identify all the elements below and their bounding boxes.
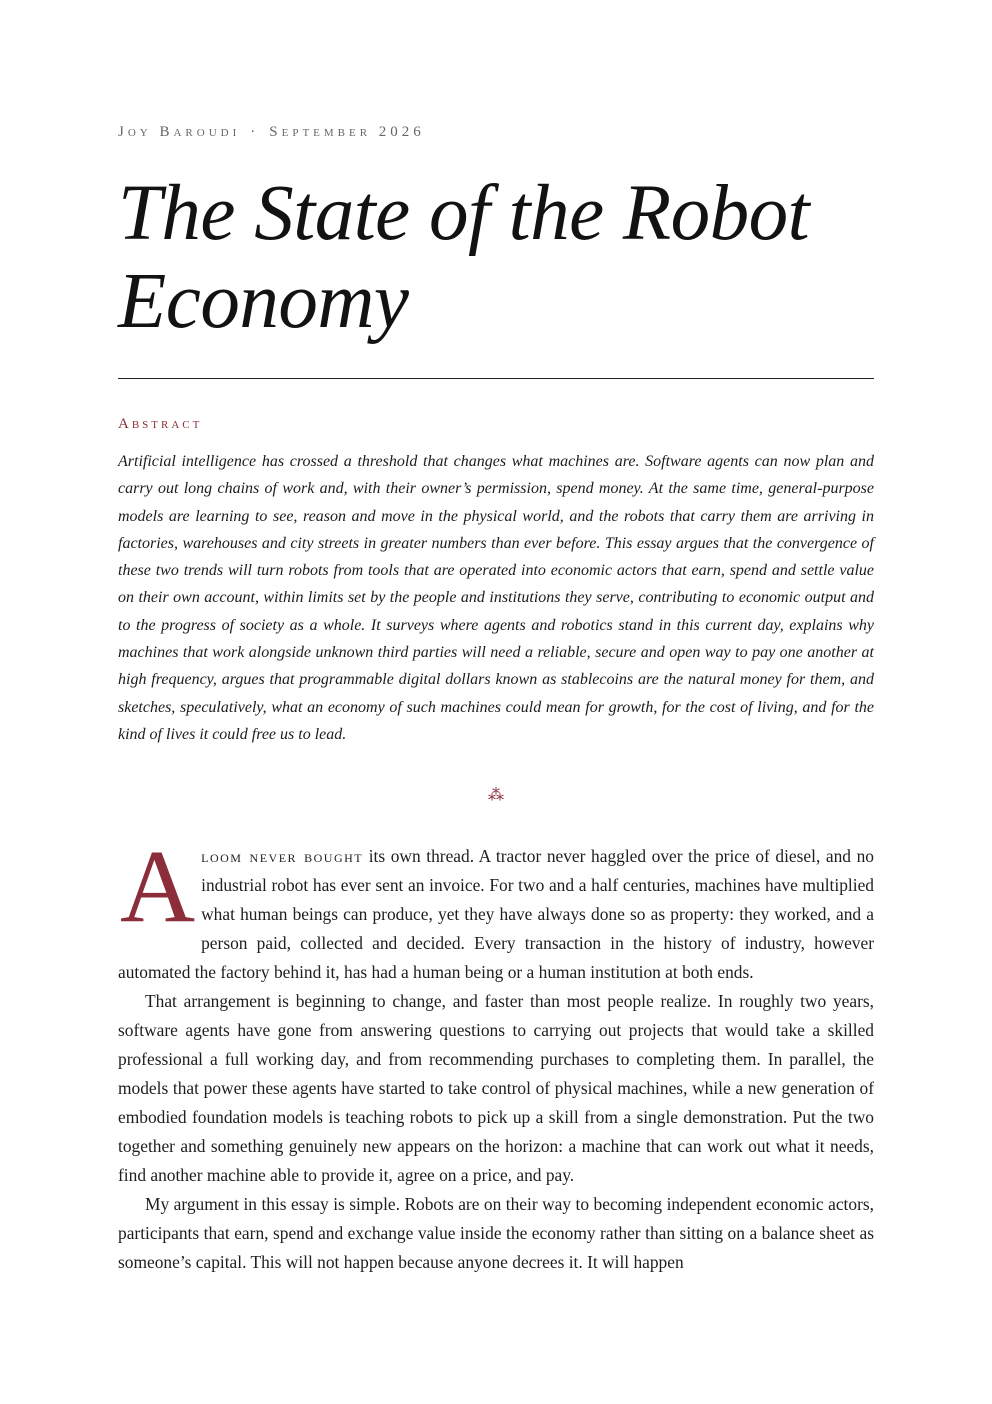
paragraph-1-text: its own thread. A tractor never haggled over the price of diesel, and no industrial robot has ever sent an invoice. For two and a half centuries, machines have multiplied what human beings can produce, yet they have always done so as property: they worked, and a person paid, collected and decided. Every transaction in the history of industry, however automated the factory behind it, has had a human being or a human institution at both ends. [118, 846, 874, 982]
body-text [118, 829, 874, 1277]
title-divider [118, 378, 874, 379]
lead-in-small-caps: loom never bought [201, 846, 364, 866]
publication-date: September 2026 [269, 124, 425, 140]
paragraph-2: That arrangement is beginning to change, and faster than most people realize. In roughly two years, software agents have gone from answering questions to carrying out projects that would take a skilled professional a full working day, and from recommending purchases to completing them. In parallel, the models that power these agents have started to take control of physical machines, while a new generation of embodied foundation models is teaching robots to pick up a skill from a single demonstration. Put the two together and something genuinely new appears on the horizon: a machine that can work out what it needs, find another machine able to provide it, agree on a price, and pay. [118, 991, 874, 1185]
section-asterism: ⁂ [488, 785, 504, 804]
paragraph-1 [118, 829, 874, 987]
byline [118, 124, 425, 141]
author-name: Joy Baroudi [118, 124, 241, 140]
paragraph-3: My argument in this essay is simple. Robots are on their way to becoming independent economic actors, participants that earn, spend and exchange value inside the economy rather than sitting on a balance sheet as someone’s capital. This will not happen because anyone decrees it. It will happen [118, 1194, 874, 1272]
paper-title: The State of the Robot Economy [118, 170, 810, 345]
abstract-text: Artificial intelligence has crossed a threshold that changes what machines are. Software agents can now plan and carry out long chains of work and, with their owner’s permission, spend money. At the same time, general-purpose models are learning to see, reason and move in the physical world, and the robots that carry them are arriving in factories, warehouses and city streets in greater numbers than ever before. This essay argues that the convergence of these two trends will turn robots from tools that are operated into economic actors that earn, spend and settle value on their own account, within limits set by the people and institutions they serve, contributing to economic output and to the progress of society as a whole. It surveys where agents and robotics stand in this current day, explains why machines that work alongside unknown third parties will need a reliable, secure and open way to pay one another at high frequency, argues that programmable digital dollars known as stablecoins are the natural money for them, and sketches, speculatively, what an economy of such machines could mean for growth, for the cost of living, and for the kind of lives it could free us to lead. [118, 453, 874, 743]
byline-separator: · [250, 124, 260, 140]
abstract-label: Abstract [118, 416, 203, 432]
drop-cap: A [120, 829, 196, 944]
